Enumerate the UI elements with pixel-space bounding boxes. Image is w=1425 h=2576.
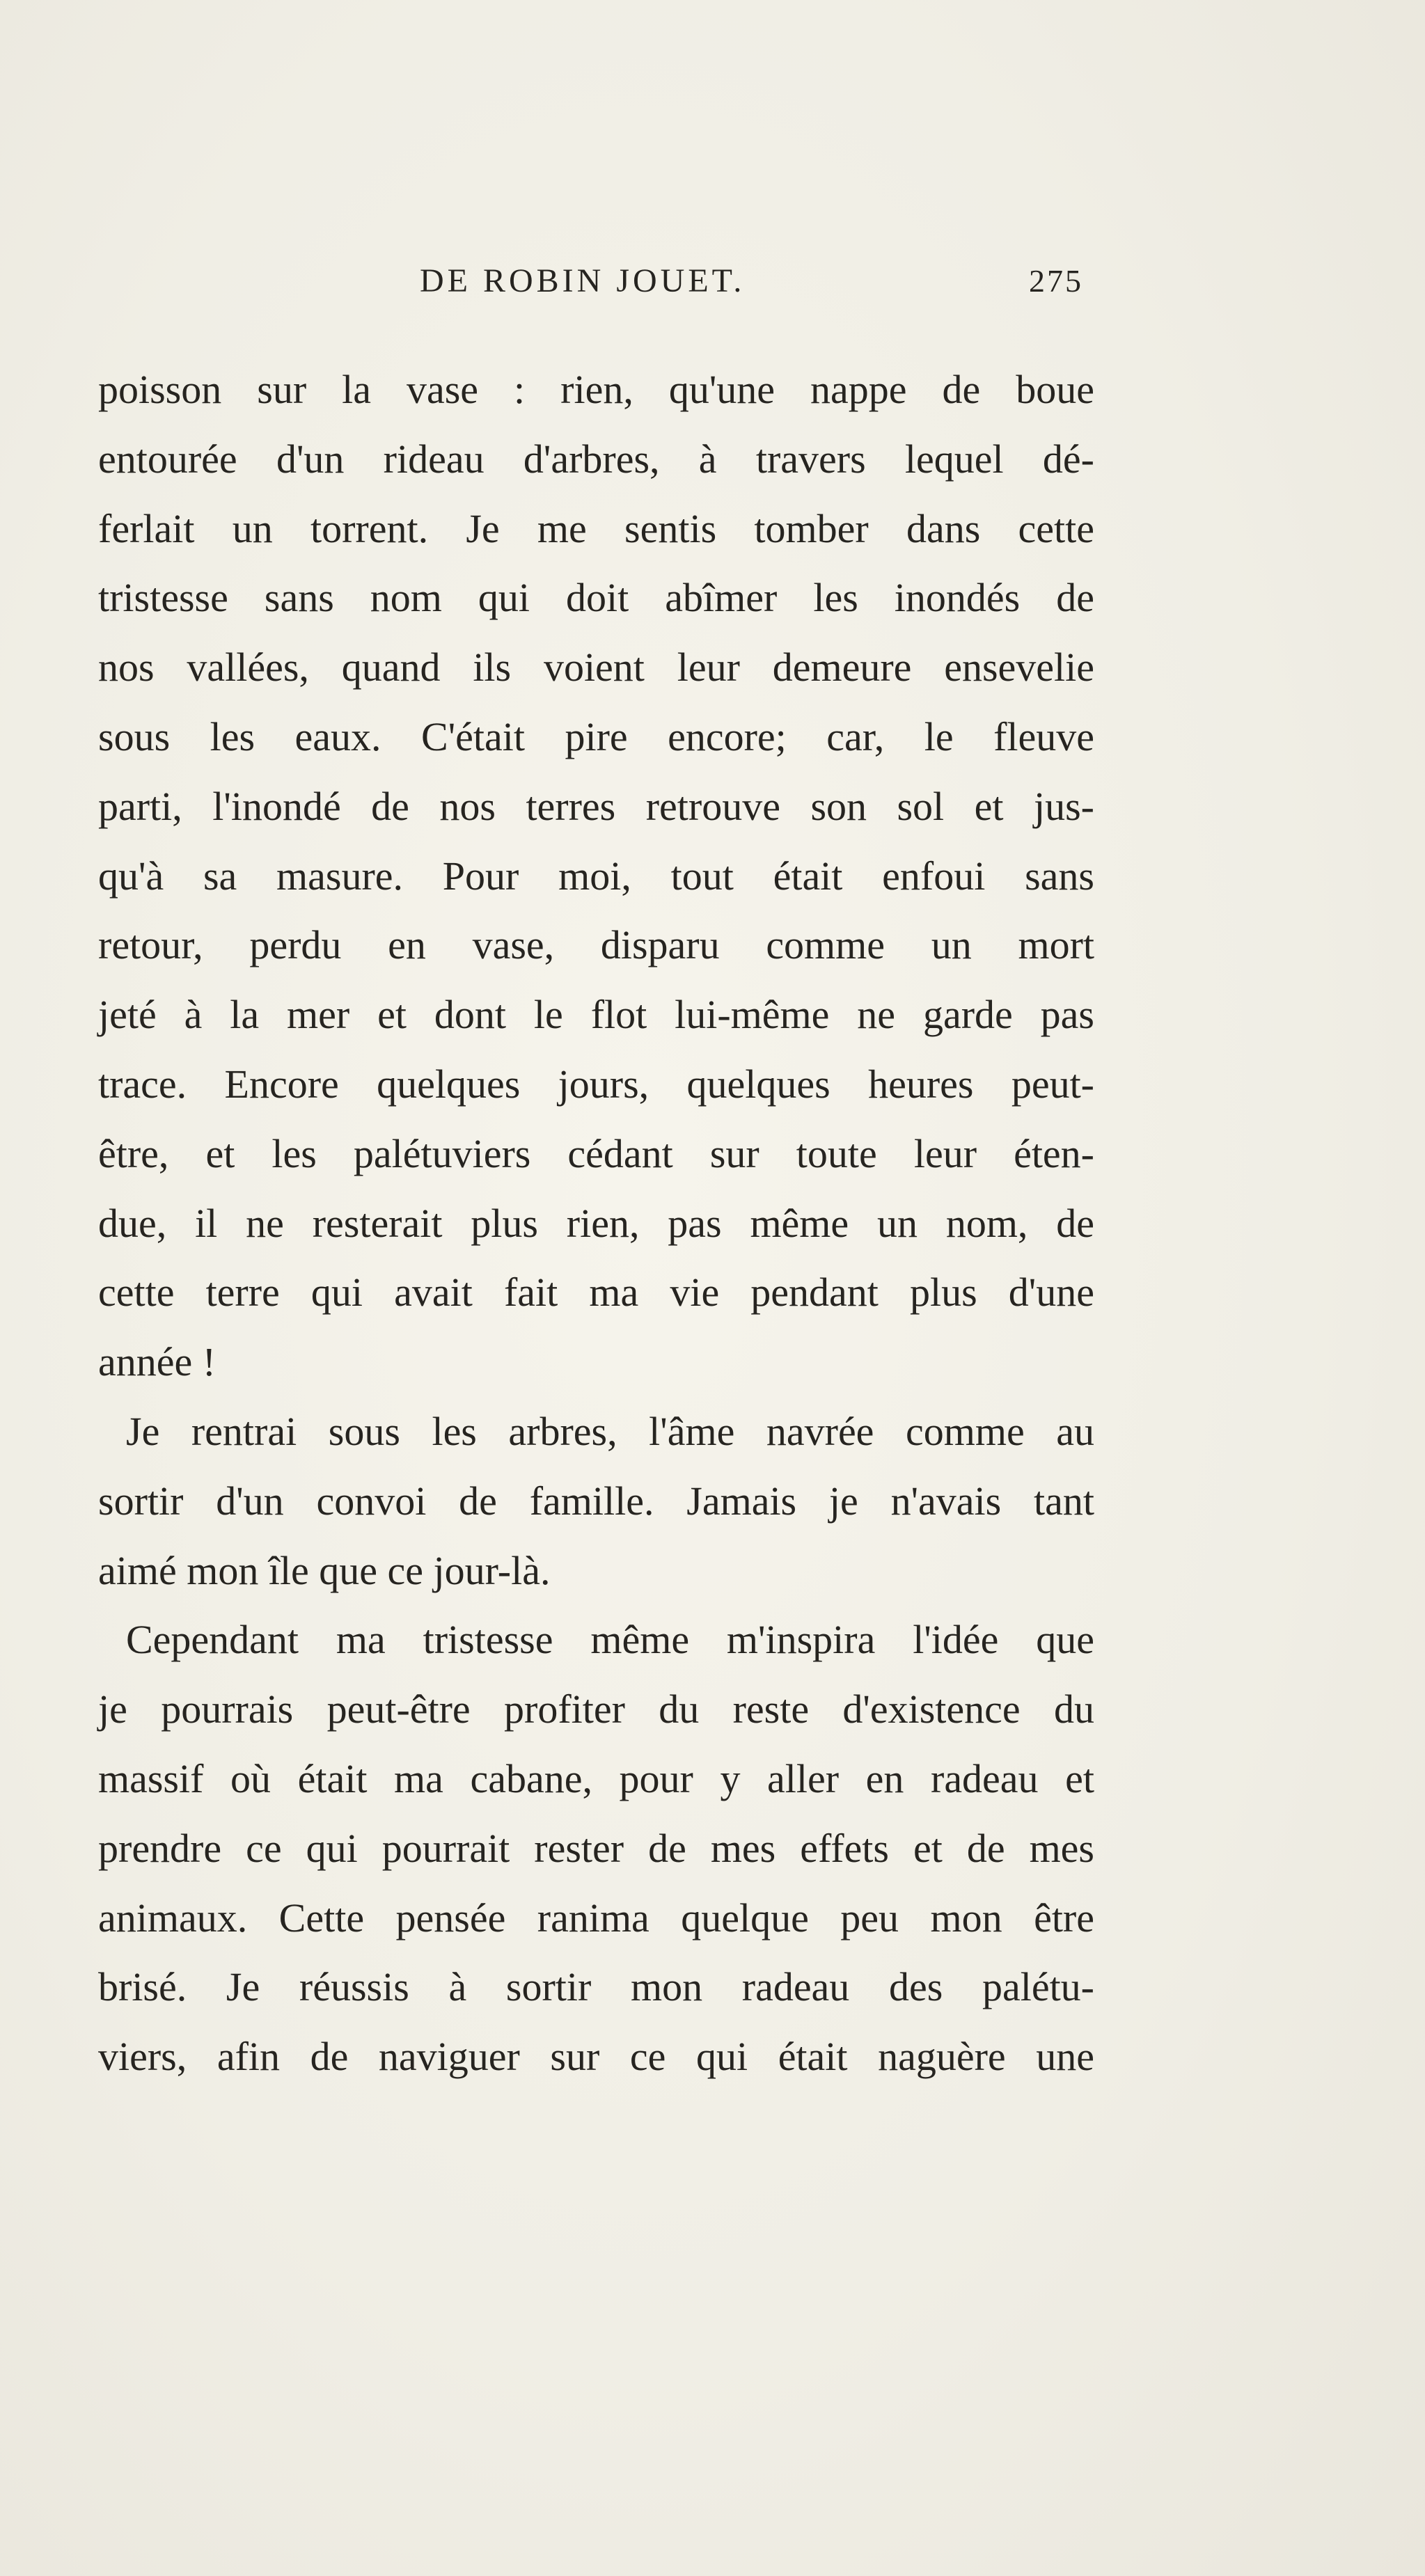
- text-line: tristesse sans nom qui doit abîmer les inondés de: [98, 575, 1094, 621]
- text-line: aimé mon île que ce jour-là.: [98, 1547, 551, 1593]
- text-line: cette terre qui avait fait ma vie pendant plus d'une: [98, 1270, 1094, 1315]
- text-line: Je rentrai sous les arbres, l'âme navrée comme au: [126, 1408, 1094, 1454]
- text-line: ferlait un torrent. Je me sentis tomber dans cette: [98, 505, 1094, 551]
- text-line: animaux. Cette pensée ranima quelque peu mon être: [98, 1895, 1094, 1941]
- text-line: sous les eaux. C'était pire encore; car, le fleuve: [98, 713, 1094, 759]
- text-line: viers, afin de naviguer sur ce qui était naguère une: [98, 2034, 1094, 2080]
- text-line: Cependant ma tristesse même m'inspira l'idée que: [126, 1617, 1094, 1663]
- body-text: [98, 355, 1094, 2092]
- text-line: poisson sur la vase : rien, qu'une nappe de boue: [98, 367, 1094, 412]
- text-line: brisé. Je réussis à sortir mon radeau des palétu-: [98, 1964, 1094, 2010]
- text-line: retour, perdu en vase, disparu comme un mort: [98, 922, 1094, 968]
- text-line: être, et les palétuviers cédant sur toute leur éten-: [98, 1130, 1094, 1176]
- text-line: qu'à sa masure. Pour moi, tout était enfoui sans: [98, 853, 1094, 899]
- text-line: due, il ne resterait plus rien, pas même un nom, de: [98, 1200, 1094, 1246]
- running-head: [0, 251, 1425, 306]
- text-line: parti, l'inondé de nos terres retrouve son sol et jus-: [98, 783, 1094, 829]
- running-title: DE ROBIN JOUET.: [420, 262, 746, 299]
- text-line: prendre ce qui pourrait rester de mes effets et de mes: [98, 1825, 1094, 1871]
- text-line: jeté à la mer et dont le flot lui-même ne garde pas: [98, 992, 1094, 1038]
- text-line: nos vallées, quand ils voient leur demeure ensevelie: [98, 645, 1094, 690]
- text-line: trace. Encore quelques jours, quelques heures peut-: [98, 1061, 1094, 1107]
- text-line: je pourrais peut-être profiter du reste d'existence du: [98, 1686, 1094, 1732]
- text-line: sortir d'un convoi de famille. Jamais je n'avais tant: [98, 1478, 1094, 1524]
- text-line: massif où était ma cabane, pour y aller en radeau et: [98, 1755, 1094, 1801]
- text-line: année !: [98, 1339, 216, 1385]
- text-line: entourée d'un rideau d'arbres, à travers lequel dé-: [98, 436, 1094, 482]
- page-number: 275: [1029, 263, 1083, 299]
